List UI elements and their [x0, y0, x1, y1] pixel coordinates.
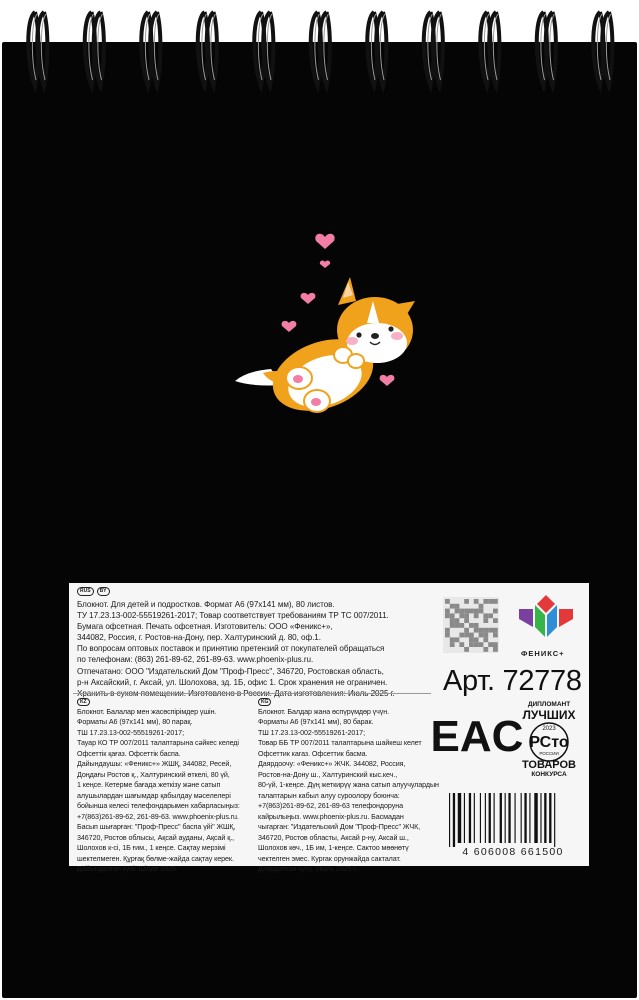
qr-code: [443, 597, 499, 653]
qr-cell: [488, 642, 493, 647]
kg-line: Шолохов көч., 1Б им, 1-кеңсе. Сактоо мөөнөтү: [258, 844, 409, 852]
barcode-bar: [549, 793, 551, 843]
kg-line: Блокнот. Балдар жана өспүрүмдөр үчүн.: [258, 707, 390, 716]
qr-cell: [455, 604, 460, 609]
qr-cell: [483, 599, 488, 604]
qr-cell: [474, 623, 479, 628]
kg-line: талаптарын кабыл алуу суроолору боюнча:: [258, 791, 400, 800]
qr-cell: [483, 647, 488, 652]
kz-line: ТШ 17.23.13-002-55519261-2017;: [77, 728, 184, 737]
ru-line: по телефонам: (863) 261-89-62, 261-89-63. www.phoenix-plus.ru.: [77, 655, 314, 665]
badge-kg: KG: [258, 698, 271, 706]
kz-line: Форматы А6 (97х141 мм), 80 парақ.: [77, 718, 193, 726]
qr-cell: [459, 633, 464, 638]
kg-line: Форматы А6 (97х141 мм), 80 барак.: [258, 718, 374, 726]
barcode-bar: [489, 793, 491, 843]
qr-cell: [493, 599, 498, 604]
award-bottom: КОНКУРСА: [531, 771, 567, 778]
qr-cell: [455, 609, 460, 614]
kz-line: 346720, Ростов облысы, Ақсай ауданы, Ақсай қ.,: [77, 833, 235, 842]
qr-cell: [469, 637, 474, 642]
qr-cell: [474, 609, 479, 614]
kz-line: Тауар КО ТР 007/2011 талаптарына сәйкес келеді: [77, 739, 239, 747]
ru-line: Блокнот. Для детей и подростков. Формат А6 (97х141 мм), 80 листов.: [77, 600, 335, 609]
qr-cell: [450, 637, 455, 642]
qr-cell: [445, 599, 450, 604]
qr-cell: [445, 613, 450, 618]
qr-cell: [493, 642, 498, 647]
qr-cell: [464, 618, 469, 623]
barcode-bar: [453, 793, 455, 847]
svg-text:РСто: РСто: [529, 734, 569, 751]
barcode-bar: [529, 793, 530, 843]
qr-cell: [479, 633, 484, 638]
kz-line: Офсеттік қағаз. Офсеттік баспа.: [77, 749, 181, 758]
ru-line: По вопросам оптовых поставок и принятию претензий от покупателей обращаться: [77, 644, 385, 654]
russian-description: [77, 599, 422, 699]
qr-cell: [474, 628, 479, 633]
qr-cell: [459, 609, 464, 614]
kg-line: Товар ББ ТР 007/2011 талаптарына шайкеш келет: [258, 739, 422, 747]
qr-cell: [474, 599, 479, 604]
kz-line: бойынша келесі телефондарымен хабарласыңыз:: [77, 802, 240, 810]
qr-cell: [450, 613, 455, 618]
kz-line: Басып шығарған: "Проф-Пресс" баспа үйі" ЖШҚ,: [77, 823, 236, 831]
qr-cell: [459, 623, 464, 628]
barcode-bar: [505, 793, 506, 843]
qr-cell: [455, 637, 460, 642]
kg-line: Ростов-на-Дону ш., Халтуринский кыс.кеч.,: [258, 770, 398, 779]
language-badges: [77, 587, 110, 596]
qr-cell: [455, 623, 460, 628]
barcode-bar: [480, 793, 481, 843]
barcode-number: 4 606008 661500: [462, 846, 564, 858]
barcode-bar: [485, 793, 486, 843]
barcode-bar: [554, 793, 555, 847]
qr-cell: [483, 637, 488, 642]
kz-line: Шолохов к-сі, 1Б ғим., 1 кеңсе. Сақтау мерзімі: [77, 844, 226, 852]
qr-cell: [479, 628, 484, 633]
barcode-bar: [534, 793, 537, 843]
badge-by: BY: [97, 587, 110, 596]
ru-line: ТУ 17.23.13-002-55519261-2017; Товар соответствует требованиям ТР ТС 007/2011.: [77, 611, 389, 621]
kz-line: +7(863)261-89-62, 261-89-63. www.phoenix-plus.ru.: [77, 812, 239, 821]
barcode-bar: [524, 793, 526, 843]
award-top: ДИПЛОМАНТ: [527, 701, 571, 708]
qr-cell: [483, 628, 488, 633]
qr-cell: [479, 604, 484, 609]
kg-line: 80-үй, 1-кеңсе. Дүң жеткирүү жана сатып алуучулардын: [258, 781, 439, 789]
kg-line: Офсеттик кагаз. Офсеттик басма.: [258, 749, 368, 758]
barcode-bar: [458, 793, 461, 843]
qr-cell: [493, 618, 498, 623]
kg-line: Даярдоочу: «Феникс+» ЖЧК. 344082, Россия,: [258, 760, 406, 768]
article-number: Арт. 72778: [443, 665, 582, 697]
qr-cell: [474, 613, 479, 618]
qr-cell: [459, 613, 464, 618]
qr-cell: [493, 609, 498, 614]
kg-line: кайрылыңыз. www.phoenix-plus.ru. Басмадан: [258, 812, 404, 821]
award-year: 2023: [542, 726, 556, 732]
divider: [73, 693, 431, 694]
qr-cell: [464, 633, 469, 638]
badge-rus: RUS: [77, 587, 94, 596]
qr-cell: [450, 623, 455, 628]
qr-cell: [488, 613, 493, 618]
spiral-binding: [0, 0, 639, 96]
kz-line: Дайындаушы: «Феникс+» ЖШҚ, 344082, Ресей,: [77, 760, 232, 768]
barcode-bar: [544, 793, 546, 843]
qr-cell: [493, 647, 498, 652]
qr-cell: [488, 628, 493, 633]
qr-cell: [455, 618, 460, 623]
qr-cell: [469, 633, 474, 638]
qr-cell: [493, 628, 498, 633]
qr-cell: [488, 599, 493, 604]
kg-line: 346720, Ростов областы, Аксай р-ну, Аксай ш.,: [258, 833, 409, 842]
qr-cell: [464, 647, 469, 652]
qr-cell: [474, 637, 479, 642]
badge-kz: KZ: [77, 698, 90, 706]
kz-line: Блокнот. Балалар мен жасөспірімдер үшін.: [77, 707, 217, 716]
barcode-bar: [494, 793, 495, 843]
kazakh-description: [77, 696, 255, 875]
qr-cell: [464, 613, 469, 618]
barcode-bar: [515, 793, 516, 843]
barcode-bar: [474, 793, 475, 843]
qr-cell: [483, 633, 488, 638]
qr-cell: [493, 633, 498, 638]
barcode: [447, 793, 581, 847]
barcode-bar: [508, 793, 510, 843]
barcode-bar: [521, 793, 522, 843]
barcode-bar: [500, 793, 502, 843]
qr-cell: [464, 609, 469, 614]
qr-cell: [459, 642, 464, 647]
qr-cell: [445, 628, 450, 633]
qr-cell: [483, 613, 488, 618]
qr-cell: [464, 628, 469, 633]
kz-line: алушылардан шағымдар қабылдау мәселелері: [77, 791, 231, 800]
barcode-bar: [469, 793, 471, 843]
award-badge-icon: [517, 699, 581, 777]
kg-line: чектелген эмес. Кургак орунжайда сакталат.: [258, 854, 401, 863]
product-label: [69, 583, 589, 873]
barcode-bar: [449, 793, 450, 847]
qr-cell: [469, 609, 474, 614]
qr-cell: [450, 642, 455, 647]
qr-cell: [445, 609, 450, 614]
kz-line: 1 кеңсе. Кетерме бағада жеткізу және сатып: [77, 781, 221, 789]
qr-cell: [474, 642, 479, 647]
qr-cell: [445, 633, 450, 638]
qr-cell: [479, 642, 484, 647]
barcode-bar: [464, 793, 465, 843]
qr-cell: [450, 604, 455, 609]
qr-cell: [479, 609, 484, 614]
kz-line: Доңдағы Ростов қ., Халтуринский өткелі, 80 үй,: [77, 770, 230, 779]
kg-line: +7(863)261-89-62, 261-89-63 телефондоруна: [258, 802, 403, 810]
ru-line: Отпечатано: ООО "Издательский Дом "Проф-Пресс", 346720, Ростовская область,: [77, 666, 384, 676]
kyrgyz-description: [258, 696, 439, 875]
qr-cell: [483, 618, 488, 623]
qr-cell: [469, 642, 474, 647]
ru-line: 344082, Россия, г. Ростов-на-Дону, пер. Халтуринский д. 80, оф.1.: [77, 633, 321, 643]
award-line1: ЛУЧШИХ: [522, 708, 576, 722]
svg-text:EAC: EAC: [430, 712, 524, 761]
award-mid: РОССИИ: [539, 751, 559, 756]
qr-cell: [469, 623, 474, 628]
kg-line: чыгарган: "Издательский Дом "Проф-Пресс" ЖЧК,: [258, 823, 421, 831]
kz-line: шектелмеген. Құрғақ бөлме-жайда сақтау керек.: [77, 854, 234, 863]
ru-line: р-н Аксайский, г. Аксай, ул. Шолохова, зд. 1Б, офис 1. Срок хранения не ограничен.: [77, 677, 388, 687]
barcode-bar: [540, 793, 541, 843]
kz-line: Дайындалған күні: Шілде 2025.: [77, 865, 178, 873]
qr-cell: [450, 618, 455, 623]
kg-line: ТШ 17.23.13-002-55519261-2017;: [258, 728, 365, 737]
corgi-illustration: [225, 215, 425, 425]
feniks-logo-icon: [515, 591, 577, 645]
brand-name: ФЕНИКС+: [521, 649, 565, 658]
eac-mark-icon: [430, 711, 524, 761]
qr-cell: [464, 599, 469, 604]
kg-line: Даярдалган күнү: Июль 2025 г.: [258, 865, 357, 873]
ru-line: Бумага офсетная. Печать офсетная. Изготовитель: ООО «Феникс+»,: [77, 622, 333, 632]
award-line3: ТОВАРОВ: [521, 759, 577, 771]
